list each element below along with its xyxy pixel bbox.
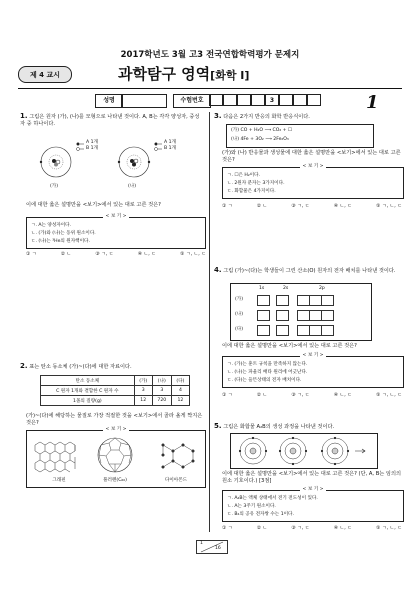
atom-na xyxy=(118,147,150,177)
q5-figure-box xyxy=(230,433,378,469)
q3-options xyxy=(222,202,402,209)
diamond-image xyxy=(155,437,199,475)
name-id-row xyxy=(95,94,325,106)
q4-boxes-da xyxy=(257,325,334,336)
question-4 xyxy=(214,267,404,275)
q1-option-1[interactable]: ① ㄱ xyxy=(26,252,37,257)
header-rule xyxy=(18,88,402,89)
q3-eq-2: (나) 4Fe + 3O₂ ⟶ 2Fe₂O₃ xyxy=(231,137,289,142)
q2-image-label-1: 그래핀 xyxy=(52,478,66,483)
q1-legend-a: A 1개 xyxy=(86,140,98,145)
q4-bogi-3: ㄷ. (다)는 들뜬상태의 전자 배치이다. xyxy=(227,378,302,383)
q3-option-2[interactable]: ② ㄴ xyxy=(256,204,268,209)
q1-label-na: (나) xyxy=(128,184,137,189)
page-total: 16 xyxy=(215,546,221,551)
q5-bogi-2: ㄴ. A는 3주기 원소이다. xyxy=(227,504,276,509)
q5-number: 5. xyxy=(214,422,222,430)
q4-prompt: 이에 대한 옳은 설명만을 <보기>에서 있는 대로 고른 것은? xyxy=(222,343,357,349)
subsubject-name: [화학 Ⅰ] xyxy=(210,69,250,82)
q3-bogi-1: ㄱ. ☐은 H₂이다. xyxy=(227,173,261,178)
q4-option-4[interactable]: ④ ㄴ, ㄷ xyxy=(333,393,352,398)
id-field[interactable] xyxy=(209,94,321,106)
q2-prompt: (가)~(다)에 해당하는 물질로 가장 적절한 것을 <보기>에서 골라 올게 짝지은 것은? xyxy=(26,413,203,426)
column-divider xyxy=(209,112,210,532)
page-number: 1 xyxy=(366,92,379,113)
q2-image-label-2: 풀러렌(C₆₀) xyxy=(103,478,127,483)
q4-orbital-box xyxy=(230,283,372,341)
q2-th-1: (가) xyxy=(134,376,152,386)
q2-cell: 4 xyxy=(171,386,189,396)
question-3 xyxy=(214,113,404,121)
q3-bogi-2: ㄴ. 2원자 분자는 3가지이다. xyxy=(227,181,285,186)
q3-text: 다음은 2가지 반응의 화학 반응식이다. xyxy=(223,114,310,120)
fullerene-image xyxy=(93,435,137,475)
q2-text: 표는 탄소 동소체 (가)~(다)에 대한 자료이다. xyxy=(29,364,132,370)
q2-cell: 12 xyxy=(171,396,189,406)
q5-options xyxy=(222,524,402,531)
q5-option-2[interactable]: ② ㄴ xyxy=(256,526,268,531)
subject-name: 과학탐구 영역 xyxy=(118,65,211,83)
page-indicator xyxy=(196,540,228,554)
q5-bogi-3: ㄷ. B₂의 공유 전자쌍 수는 1이다. xyxy=(227,512,294,517)
q5-prompt: 이에 대한 옳은 설명만을 <보기>에서 있는 대로 고른 것은? (단, A, B는 임의의 원소 기호이다.) [3점] xyxy=(222,471,401,484)
q5-text: 그림은 화합물 A₂B의 생성 과정을 나타낸 것이다. xyxy=(223,424,335,430)
q5-option-4[interactable]: ④ ㄴ, ㄷ xyxy=(333,526,352,531)
q3-bogi-box xyxy=(222,164,404,199)
q2-cell: 3 xyxy=(134,386,152,396)
q2-cell: 3 xyxy=(152,386,171,396)
period-badge xyxy=(18,66,72,83)
q4-orb-1s: 1s xyxy=(259,286,265,291)
q1-bogi-3: ㄷ. (나)는 ³He의 원자핵이다. xyxy=(31,239,90,244)
exam-title: 2017학년도 3월 고3 전국연합학력평가 문제지 xyxy=(120,50,300,60)
q3-option-3[interactable]: ③ ㄱ, ㄷ xyxy=(291,204,310,209)
q4-orb-2p: 2p xyxy=(319,286,325,291)
q4-bogi-2: ㄴ. (나)는 파울리 배타 원리에 어긋난다. xyxy=(227,370,308,375)
q1-bogi-title: < 보 기 > xyxy=(27,214,205,220)
q5-bogi-title: < 보 기 > xyxy=(223,487,403,493)
q4-boxes-na xyxy=(257,310,334,321)
q1-option-5[interactable]: ⑤ ㄱ, ㄴ, ㄷ xyxy=(180,252,206,257)
q3-bogi-title: < 보 기 > xyxy=(223,164,403,170)
q3-option-4[interactable]: ④ ㄴ, ㄷ xyxy=(333,204,352,209)
q2-table xyxy=(40,375,190,406)
q2-th-3: (다) xyxy=(171,376,189,386)
q4-bogi-1: ㄱ. (가)는 훈트 규칙을 만족하지 않는다. xyxy=(227,362,308,367)
q3-option-1[interactable]: ① ㄱ xyxy=(222,204,233,209)
q4-number: 4. xyxy=(214,266,222,274)
q1-legend-b2: B 1개 xyxy=(164,146,176,151)
q2-number: 2. xyxy=(20,362,28,370)
q3-number: 3. xyxy=(214,112,222,120)
q3-equation-box xyxy=(226,124,374,148)
q5-bogi-box xyxy=(222,487,404,522)
q1-option-2[interactable]: ② ㄴ xyxy=(60,252,72,257)
q4-bogi-title: < 보 기 > xyxy=(223,353,403,359)
q3-prompt: (가)와 (나) 반응물과 생성물에 대한 옳은 설명만을 <보기>에서 있는 대로 고른 것은? xyxy=(222,150,401,163)
q5-option-3[interactable]: ③ ㄱ, ㄷ xyxy=(291,526,310,531)
q2-image-label-3: 다이아몬드 xyxy=(164,478,188,483)
atom-ga xyxy=(40,147,71,177)
q1-number: 1. xyxy=(20,112,28,120)
q4-row-na: (나) xyxy=(235,312,244,317)
q1-option-4[interactable]: ④ ㄴ, ㄷ xyxy=(137,252,156,257)
q1-bogi-2: ㄴ. (가)와 (나)는 동위 원소이다. xyxy=(31,231,96,236)
q2-cell: 1몰의 질량(g) xyxy=(41,396,135,406)
question-1 xyxy=(20,113,204,128)
question-5 xyxy=(214,423,404,431)
q3-option-5[interactable]: ⑤ ㄱ, ㄴ, ㄷ xyxy=(376,204,402,209)
q4-row-ga: (가) xyxy=(235,297,244,302)
q4-option-5[interactable]: ⑤ ㄱ, ㄴ, ㄷ xyxy=(376,393,402,398)
q2-th-2: (나) xyxy=(152,376,171,386)
q1-options xyxy=(26,250,206,257)
q1-option-3[interactable]: ③ ㄱ, ㄷ xyxy=(95,252,114,257)
subject-title xyxy=(118,63,318,83)
q2-cell: 720 xyxy=(152,396,171,406)
q3-eq-1: (가) CO + H₂O ⟶ CO₂ + ☐ xyxy=(231,128,293,133)
q1-bogi-1: ㄱ. A는 양성자이다. xyxy=(31,223,72,228)
q4-options xyxy=(222,391,402,398)
q4-bogi-box xyxy=(222,353,404,388)
q4-row-da: (다) xyxy=(235,327,244,332)
q4-orb-2s: 2s xyxy=(283,286,289,291)
q4-text: 그림 (가)~(다)는 학생들이 그린 산소(O) 원자의 전자 배치를 나타낸 것이다. xyxy=(223,268,396,274)
q5-option-5[interactable]: ⑤ ㄱ, ㄴ, ㄷ xyxy=(376,526,402,531)
id-label: 수험번호 xyxy=(173,94,211,108)
q4-option-1[interactable]: ① ㄱ xyxy=(222,393,233,398)
page-current: 1 xyxy=(200,541,203,546)
id-digit: 3 xyxy=(265,94,279,106)
q1-prompt: 이에 대한 옳은 설명만을 <보기>에서 있는 대로 고른 것은? xyxy=(26,202,161,208)
q2-cell: C 원자 1개와 결합한 C 원자 수 xyxy=(41,386,135,396)
q5-bogi-1: ㄱ. A₂B는 액체 상태에서 전기 전도성이 있다. xyxy=(227,496,318,501)
period-label: 제 4 교시 xyxy=(29,70,61,79)
q5-ionic-diagram xyxy=(231,434,377,468)
graphene-image xyxy=(33,437,83,475)
q2-bogi-title: < 보 기 > xyxy=(27,427,205,433)
q1-legend-b: B 1개 xyxy=(86,146,98,151)
q2-cell: 12 xyxy=(134,396,152,406)
question-2 xyxy=(20,363,204,371)
q1-label-ga: (가) xyxy=(50,184,59,189)
q4-boxes-ga xyxy=(257,295,334,306)
q3-bogi-3: ㄷ. 화합물은 4가지이다. xyxy=(227,189,276,194)
q1-figure xyxy=(34,140,184,198)
q2-th-0: 탄소 동소체 xyxy=(41,376,135,386)
q4-option-2[interactable]: ② ㄴ xyxy=(256,393,268,398)
name-field[interactable] xyxy=(121,94,167,108)
q1-bogi-box xyxy=(26,214,206,249)
q5-option-1[interactable]: ① ㄱ xyxy=(222,526,233,531)
name-label: 성명 xyxy=(95,94,123,108)
q1-text: 그림은 원자 (가), (나)를 모형으로 나타낸 것이다. A, B는 각각 양성자, 중성자 중 하나이다. xyxy=(20,114,200,127)
q1-legend-a2: A 1개 xyxy=(164,140,176,145)
q4-option-3[interactable]: ③ ㄱ, ㄷ xyxy=(291,393,310,398)
q2-bogi-box xyxy=(26,427,206,488)
